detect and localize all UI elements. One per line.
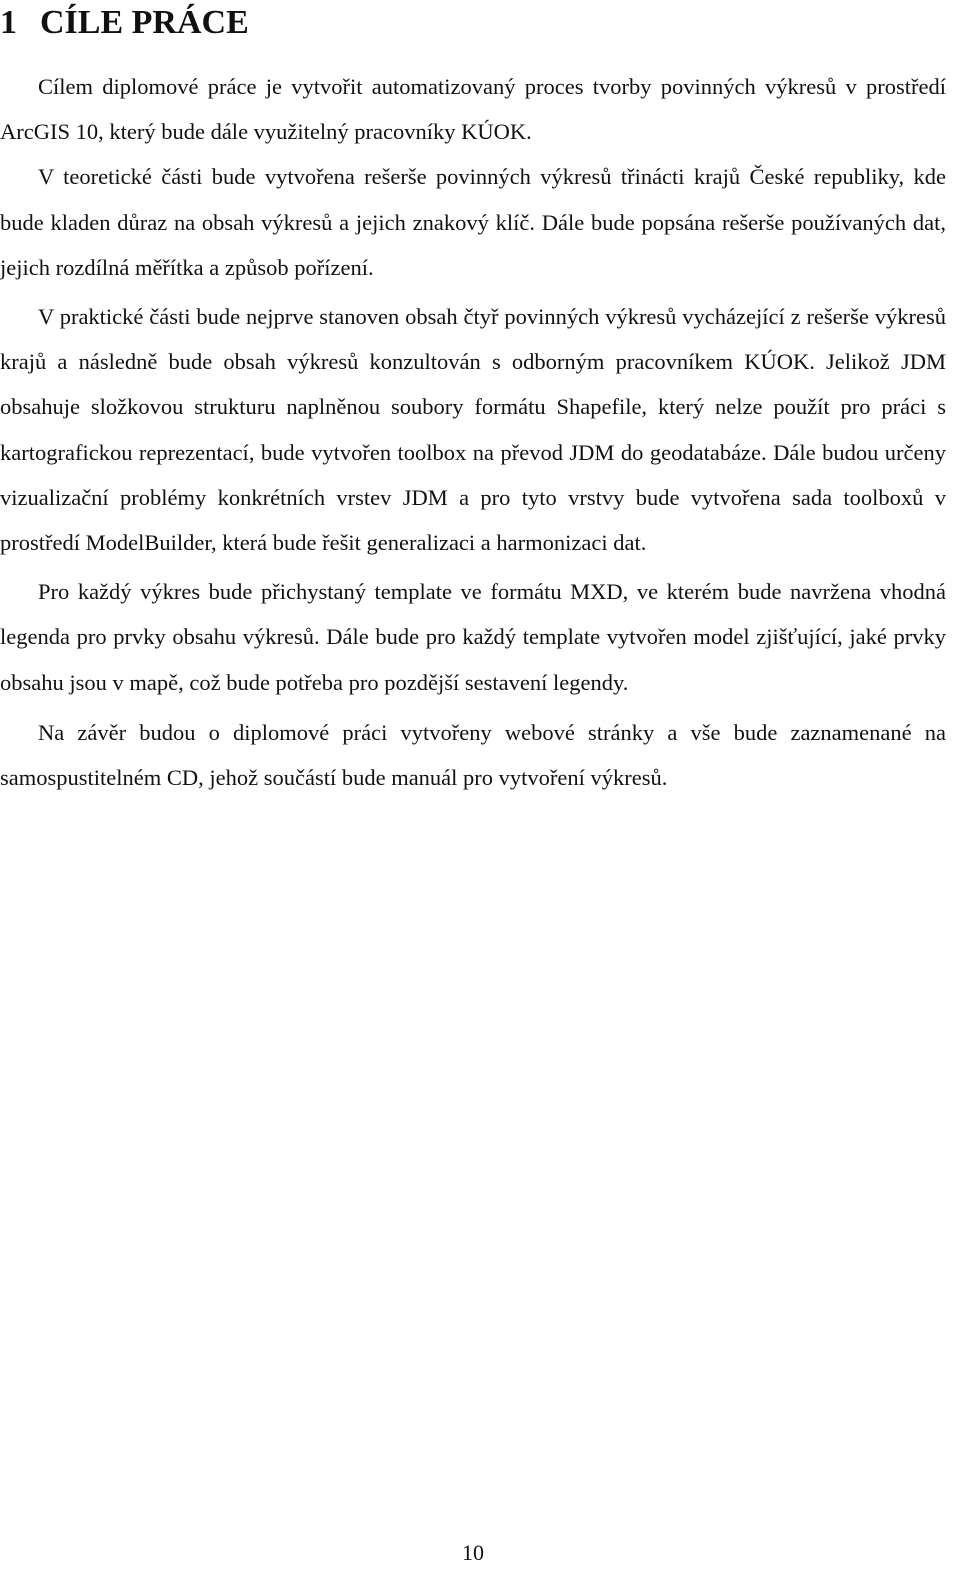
- chapter-heading: [0, 0, 249, 46]
- body-text: [0, 64, 946, 800]
- paragraph-conclusion: Na závěr budou o diplomové práci vytvořeny webové stránky a vše bude zaznamenané na samospustitelném CD, jehož součástí bude manuál pro vytvoření výkresů.: [0, 719, 946, 791]
- paragraph-practice: V praktické části bude nejprve stanoven obsah čtyř povinných výkresů vycházející z rešerše výkresů krajů a následně bude obsah výkresů konzultován s odborným pracovníkem KÚOK. Jelikož JDM obsahuje složkovou strukturu naplněnou soubory formátu Shapefile, který nelze použít pro práci s kartografickou reprezentací, bude vytvořen toolbox na převod JDM do geodatabáze. Dále budou určeny vizualizační problémy konkrétních vrstev JDM a pro tyto vrstvy bude vytvořena sada toolboxů v prostředí ModelBuilder, která bude řešit generalizaci a harmonizaci dat.: [0, 304, 946, 556]
- chapter-title: CÍLE PRÁCE: [40, 4, 249, 41]
- paragraph-templates: Pro každý výkres bude přichystaný template ve formátu MXD, ve kterém bude navržena vhodná legenda pro prvky obsahu výkresů. Dále bude pro každý template vytvořen model zjišťující, jaké prvky obsahu jsou v mapě, což bude potřeba pro pozdější sestavení legendy.: [0, 579, 946, 695]
- page-number: 10: [462, 1540, 484, 1565]
- chapter-number: 1: [0, 4, 17, 41]
- paragraph-theory: V teoretické části bude vytvořena rešerše povinných výkresů třinácti krajů České republiky, kde bude kladen důraz na obsah výkresů a jejich znakový klíč. Dále bude popsána rešerše používaných dat, jejich rozdílná měřítka a způsob pořízení.: [0, 164, 946, 280]
- paragraph-aim: Cílem diplomové práce je vytvořit automatizovaný proces tvorby povinných výkresů v prostředí ArcGIS 10, který bude dále využitelný pracovníky KÚOK.: [0, 74, 946, 145]
